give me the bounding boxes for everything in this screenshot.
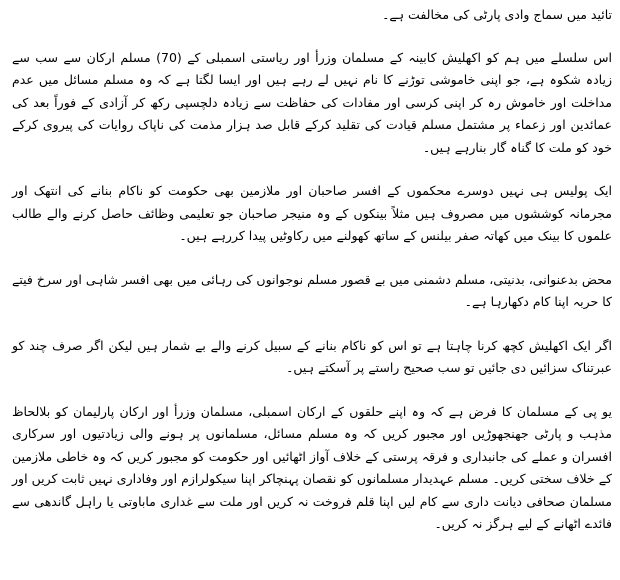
paragraph-4: محض بدعنوانی، بدنیتی، مسلم دشمنی میں بے قصور مسلم نوجوانوں کی رہائی میں بھی افسر شاہی اور سرخ فیتے کا حربہ اپنا کام دکھارہا ہے۔ [12, 271, 612, 309]
paragraph-1: تائید میں سماج وادی پارٹی کی مخالفت ہے۔ [382, 7, 612, 22]
paragraph-2: اس سلسلے میں ہم کو اکھلیش کابینہ کے مسلمان وزرأ اور ریاستی اسمبلی کے (70) مسلم ارکان سے سب سے زیادہ شکوہ ہے، جو اپنی خاموشی توڑنے کا نام نہیں لے رہے ہیں اور ایسا لگتا ہے کہ وہ مسلم مسائل میں عدم مداخلت اور خاموش رہ کر اپنی کرسی اور مفادات کی حفاظت سے زیادہ دلچسپی رکھ کر آزادی کے فوراً بعد کی عمائدین اور زعماء پر مشتمل مسلم قیادت کی تقلید کرکے قابل صد ہزار مذمت کی ناپاک روایات کی پیروی کرکے خود کو ملت کا گناہ گار بنارہے ہیں۔ [12, 49, 612, 155]
paragraph-3: ایک پولیس ہی نہیں دوسرے محکموں کے افسر صاحبان اور ملازمین بھی حکومت کو ناکام بنانے کی انتھک اور مجرمانہ کوششوں میں مصروف ہیں مثلاً بینکوں کے وہ منیجر صاحبان جو تعلیمی وظائف حاصل کرنے والے طالب علموں کا بینک میں کھاتہ صفر بیلنس کے ساتھ کھولنے میں رکاوٹیں پیدا کررہے ہیں۔ [12, 183, 612, 243]
article-body [12, 4, 612, 576]
paragraph-6: یو پی کے مسلمان کا فرض ہے کہ وہ اپنے حلقوں کے ارکان اسمبلی، مسلمان وزرأ اور ارکان پارلیمان کو بلالحاظ مذہب و پارٹی جھنجھوڑیں اور مجبور کریں کہ وہ مسلم مسائل، مسلمانوں پر ہونے والی زیادتیوں اور سرکاری افسران و عملے کی جانبداری و فرقہ پرستی کے خلاف آواز اٹھائیں اور حکومت کو مجبور کریں کہ وہ خاطی ملازمین کے خلاف سختی کریں۔ مسلم عہدیدار مسلمانوں کو نقصان پہنچاکر اپنا سیکولرازم اور وفاداری نہیں ثابت کریں اور مسلمان صحافی دیانت داری سے کام لیں اپنا قلم فروخت نہ کریں اور ملت سے غداری ماباوتی یا راہل گاندھی سے فائدے اٹھانے کے لیے ہرگز نہ کریں۔ [12, 403, 612, 531]
paragraph-5: اگر ایک اکھلیش کچھ کرنا چاہتا ہے تو اس کو ناکام بنانے کے سبیل کرنے والے بے شمار ہیں لیکن اگر صرف چند کو عبرتناک سزائیں دی جائیں تو سب صحیح راستے پر آسکتے ہیں۔ [12, 337, 612, 375]
